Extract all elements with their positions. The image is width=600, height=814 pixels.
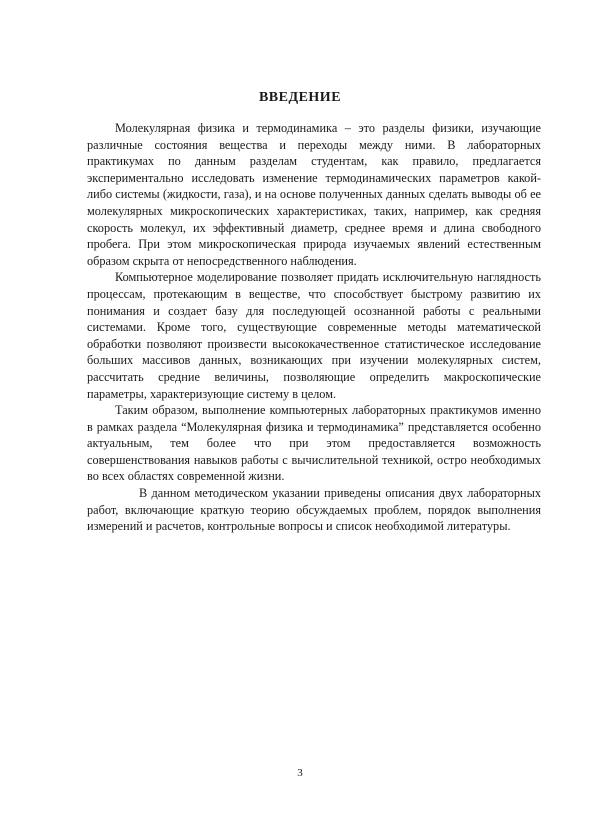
- paragraph-contents: В данном методическом указании приведены описания двух лабораторных работ, включающие краткую теорию обсуждаемых проблем, порядок выполнения измерений и расчетов, контрольные вопросы и список необходимой литературы.: [87, 486, 541, 534]
- page-number: 3: [297, 767, 303, 779]
- section-heading: ВВЕДЕНИЕ: [258, 90, 342, 105]
- paragraph-conclusion: Таким образом, выполнение компьютерных лабораторных практикумов именно в рамках раздела “Молекулярная физика и термодинамика” представляется особенно актуальным, тем более что при этом предоставляется возможность совершенствования навыков работы с вычислительной техникой, остро необходимых во всех областях современной жизни.: [87, 403, 541, 484]
- paragraph-modeling: Компьютерное моделирование позволяет придать исключительную наглядность процессам, протекающим в веществе, что способствует быстрому развитию их понимания и создает базу для последующей осознанной работы с реальными системами. Кроме того, существующие современные методы математической обработки позволяют произвести высококачественное статистическое исследование больших массивов данных, возникающих при изучении молекулярных систем, рассчитать средние величины, позволяющие определить макроскопические параметры, характеризующие систему в целом.: [87, 270, 541, 401]
- paragraph-intro: Молекулярная физика и термодинамика – это разделы физики, изучающие различные состояния вещества и переходы между ними. В лабораторных практикумах по данным разделам студентам, как правило, предлагается экспериментально исследовать изменение термодинамических параметров какой-либо системы (жидкости, газа), и на основе полученных данных сделать выводы об ее молекулярных микроскопических характеристиках, таких, например, как средняя скорость молекул, их эффективный диаметр, среднее время и длина свободного пробега. При этом микроскопическая природа изучаемых явлений естественным образом скрыта от непосредственного наблюдения.: [87, 121, 541, 268]
- body-text: [87, 120, 541, 535]
